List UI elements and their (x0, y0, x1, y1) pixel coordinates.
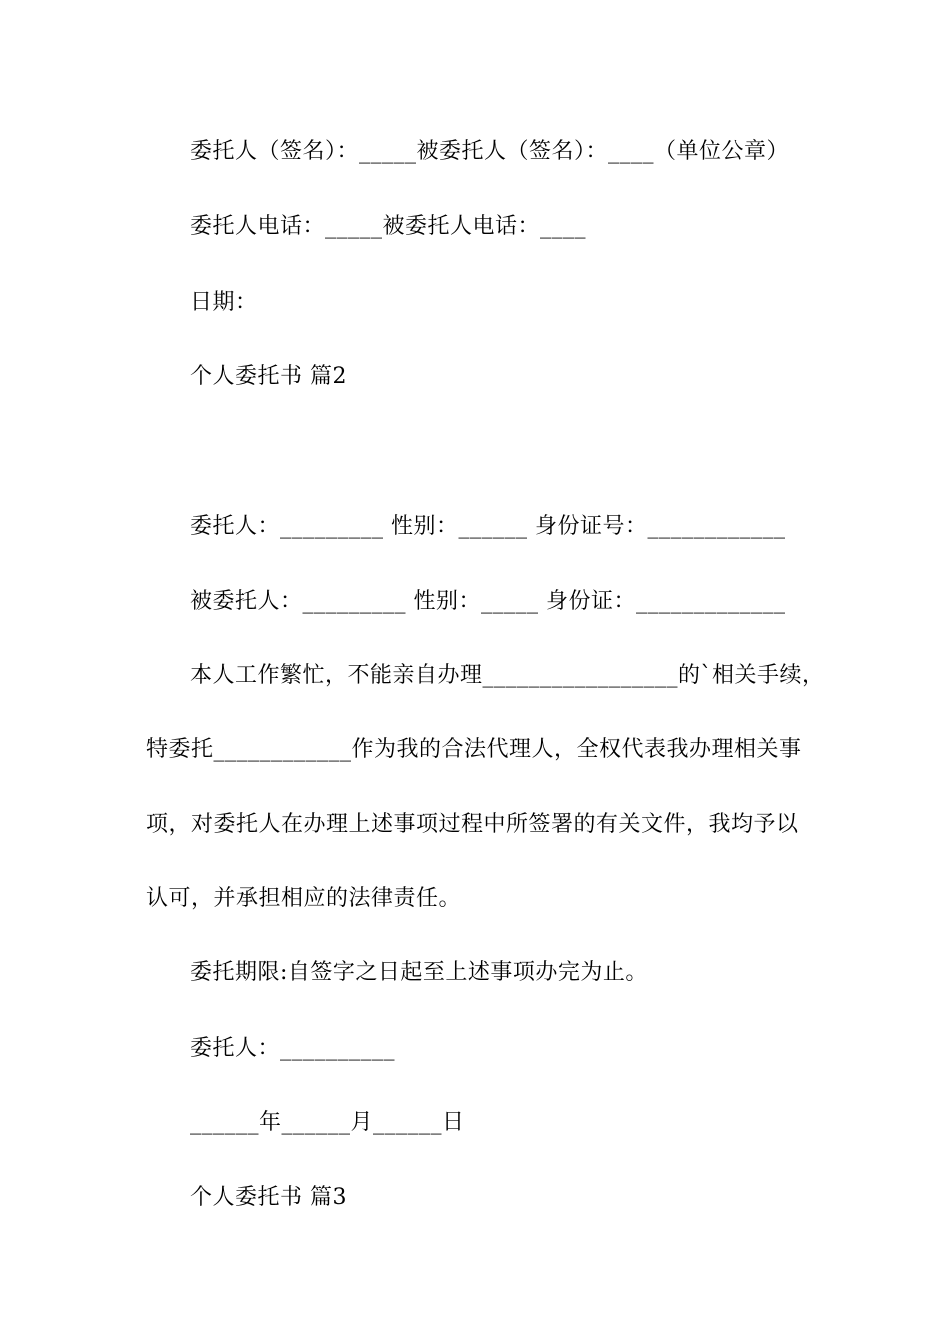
section-heading-3: 个人委托书 篇3 (190, 1185, 347, 1210)
body-paragraph-line-3: 项，对委托人在办理上述事项过程中所签署的有关文件，我均予以 (146, 812, 799, 837)
date-line: 日期： (190, 290, 258, 315)
term-line: 委托期限:自签字之日起至上述事项办完为止。 (190, 960, 648, 985)
signature-line: 委托人（签名）：_____被委托人（签名）：____（单位公章） (190, 139, 790, 164)
section-heading-2: 个人委托书 篇2 (190, 364, 347, 389)
date-fill-line: ______年______月______日 (190, 1110, 465, 1135)
principal-info-line: 委托人：_________ 性别：______ 身份证号：____________ (190, 514, 786, 539)
agent-info-line: 被委托人：_________ 性别：_____ 身份证：_____________ (190, 589, 786, 614)
principal-sign-line: 委托人：__________ (190, 1036, 396, 1061)
phone-line: 委托人电话：_____被委托人电话：____ (190, 214, 587, 239)
body-paragraph-line-1: 本人工作繁忙，不能亲自办理_________________的`相关手续， (190, 663, 825, 688)
body-paragraph-line-4: 认可，并承担相应的法律责任。 (146, 886, 462, 911)
body-paragraph-line-2: 特委托____________作为我的合法代理人，全权代表我办理相关事 (146, 737, 802, 762)
